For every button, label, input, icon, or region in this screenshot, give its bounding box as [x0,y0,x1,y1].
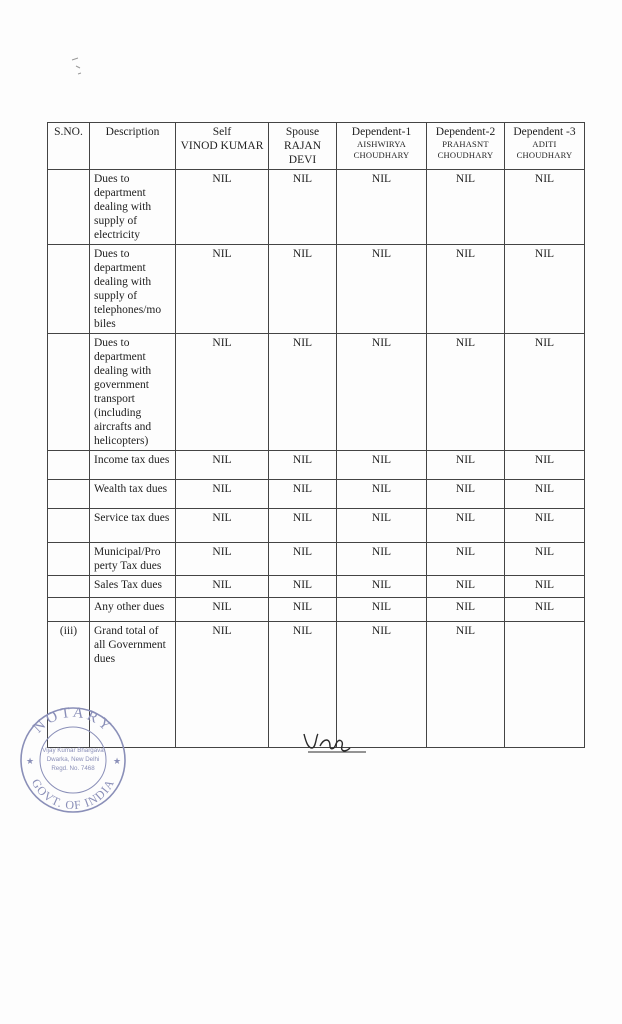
stamp-top-text: NOTARY [30,704,116,737]
row-value-cell: NIL [427,480,505,509]
row-sno-cell [48,543,90,576]
header-self-label: Self [212,126,232,138]
table-row [48,170,585,245]
row-value-cell: NIL [427,576,505,598]
row-value-cell: NIL [176,334,269,451]
row-sno-cell [48,245,90,334]
row-description-cell: Municipal/Pro perty Tax dues [90,543,176,576]
row-value-cell: NIL [176,509,269,543]
header-dependent-3-name: ADITI CHOUDHARY [516,139,573,160]
table-row [48,543,585,576]
row-description-cell: Income tax dues [90,451,176,480]
row-value-cell: NIL [337,622,427,748]
header-description: Description [90,123,176,170]
row-value-cell: NIL [505,245,585,334]
svg-text:NOTARY [30,705,115,737]
row-value-cell: NIL [427,451,505,480]
row-sno-cell [48,480,90,509]
header-dependent-1-label: Dependent-1 [351,126,412,138]
table-row [48,480,585,509]
row-value-cell: NIL [337,245,427,334]
row-description-cell: Sales Tax dues [90,576,176,598]
row-value-cell: NIL [505,576,585,598]
row-value-cell: NIL [337,480,427,509]
stamp-star-left-icon: ★ [26,756,35,766]
header-spouse-label: Spouse [285,126,320,138]
row-value-cell: NIL [269,509,337,543]
row-value-cell: NIL [505,170,585,245]
row-sno-cell [48,170,90,245]
row-value-cell: NIL [269,622,337,748]
row-value-cell: NIL [427,622,505,748]
row-sno-cell: (iii) [48,622,90,748]
table-row [48,451,585,480]
row-description-cell: Dues to department dealing with government transport (including aircrafts and helicopters) [90,334,176,451]
table-row [48,509,585,543]
row-sno-cell [48,509,90,543]
row-sno-cell [48,576,90,598]
table-body [48,170,585,748]
row-value-cell: NIL [427,334,505,451]
header-dependent-3 [505,123,585,170]
row-value-cell: NIL [505,480,585,509]
row-value-cell: NIL [505,509,585,543]
row-description-cell: Wealth tax dues [90,480,176,509]
row-value-cell: NIL [176,543,269,576]
row-sno-cell [48,451,90,480]
row-value-cell: NIL [337,543,427,576]
row-value-cell: NIL [176,576,269,598]
row-value-cell: NIL [269,576,337,598]
stamp-line-1: Vijay Kumar Bhargava [42,747,104,754]
table-row [48,598,585,622]
row-value-cell: NIL [427,509,505,543]
header-spouse [269,123,337,170]
row-value-cell: NIL [337,598,427,622]
header-spouse-name: RAJAN DEVI [283,140,322,166]
row-value-cell: NIL [269,598,337,622]
row-description-cell: Grand total of all Government dues [90,622,176,748]
header-dependent-2 [427,123,505,170]
row-value-cell: NIL [176,245,269,334]
header-dependent-1-name: AISHWIRYA CHOUDHARY [353,139,410,160]
row-value-cell: NIL [427,543,505,576]
row-value-cell: NIL [337,170,427,245]
svg-text:GOVT. OF INDIA [29,776,117,812]
row-value-cell: NIL [269,451,337,480]
row-value-cell: NIL [505,598,585,622]
row-value-cell: NIL [505,451,585,480]
government-dues-table [47,122,585,748]
header-dependent-1 [337,123,427,170]
stamp-bottom-text: GOVT. OF INDIA [28,776,118,813]
row-value-cell: NIL [176,622,269,748]
header-dependent-2-label: Dependent-2 [435,126,496,138]
stamp-line-2: Dwarka, New Delhi [46,756,100,763]
row-value-cell: NIL [337,334,427,451]
stamp-line-3: Regd. No. 7468 [51,765,95,772]
header-self [176,123,269,170]
table-header-row [48,123,585,170]
table-row [48,334,585,451]
row-sno-cell [48,598,90,622]
row-description-cell: Dues to department dealing with supply of telephones/mo biles [90,245,176,334]
row-description-cell: Service tax dues [90,509,176,543]
row-description-cell: Dues to department dealing with supply of electricity [90,170,176,245]
row-value-cell: NIL [176,451,269,480]
row-value-cell: NIL [337,451,427,480]
stamp-star-right-icon: ★ [113,756,122,766]
row-value-cell: NIL [176,598,269,622]
row-value-cell: NIL [269,334,337,451]
row-sno-cell [48,334,90,451]
notary-stamp [12,702,134,814]
row-value-cell [505,622,585,748]
row-value-cell: NIL [337,509,427,543]
header-dependent-3-label: Dependent -3 [513,126,576,138]
header-self-name: VINOD KUMAR [180,140,264,152]
table-row [48,245,585,334]
row-value-cell: NIL [427,245,505,334]
row-value-cell: NIL [505,543,585,576]
header-sno: S.NO. [48,123,90,170]
row-value-cell: NIL [269,245,337,334]
handwritten-signature [300,728,370,758]
row-value-cell: NIL [505,334,585,451]
header-dependent-2-name: PRAHASNT CHOUDHARY [437,139,494,160]
row-value-cell: NIL [176,170,269,245]
row-value-cell: NIL [176,480,269,509]
row-value-cell: NIL [269,543,337,576]
row-value-cell: NIL [427,598,505,622]
row-value-cell: NIL [269,480,337,509]
table-row [48,576,585,598]
row-value-cell: NIL [337,576,427,598]
row-description-cell: Any other dues [90,598,176,622]
row-value-cell: NIL [269,170,337,245]
row-value-cell: NIL [427,170,505,245]
scan-smudge-mark [68,52,88,82]
